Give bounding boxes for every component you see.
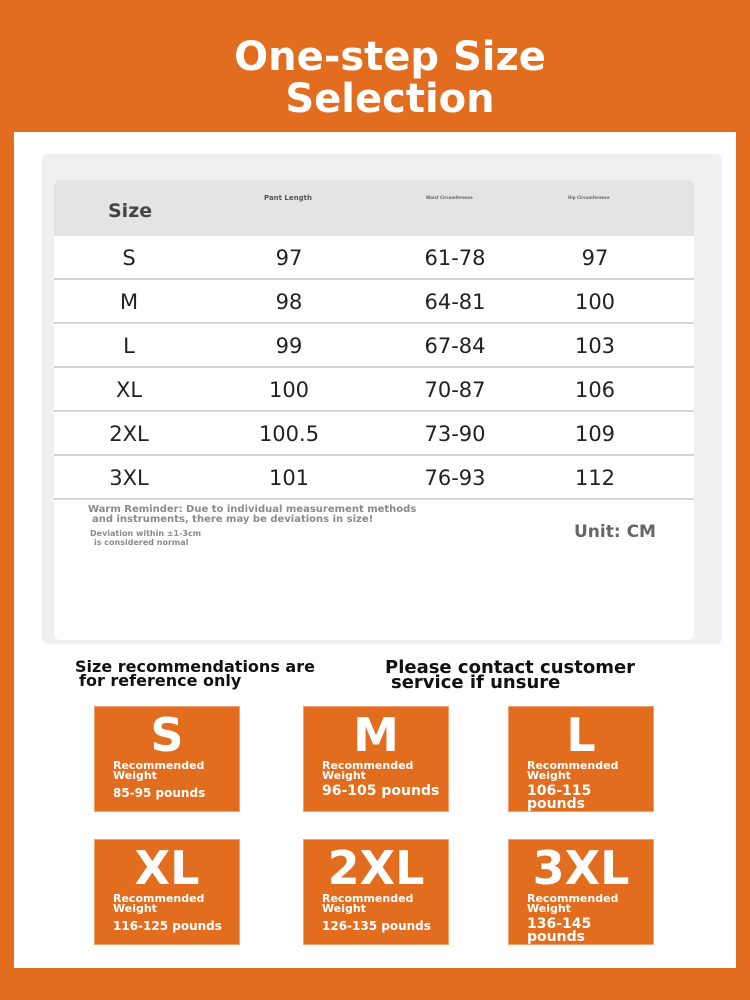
cell-waist: 64-81: [424, 290, 486, 314]
size-letter: S: [150, 708, 184, 762]
table-row: [54, 368, 694, 412]
table-row: [54, 412, 694, 456]
size-letter: 3XL: [532, 841, 630, 895]
recommended-label: Recommended Weight: [113, 759, 205, 782]
weight-range: 126-135 pounds: [322, 919, 431, 933]
cell-waist: 70-87: [424, 378, 486, 402]
size-card-2xl: [303, 839, 449, 945]
cell-size: 3XL: [109, 466, 149, 490]
header-banner: [0, 0, 750, 130]
weight-range: 106-115 pounds: [527, 783, 592, 812]
page-title: One-step Size Selection: [234, 34, 546, 122]
contact-note-line2: service if unsure: [391, 672, 561, 693]
table-row: [54, 324, 694, 368]
cell-size: 2XL: [109, 422, 149, 446]
reference-note-line2: for reference only: [79, 671, 242, 690]
cell-pant-length: 100: [268, 378, 310, 402]
recommended-label: Recommended Weight: [527, 759, 619, 782]
table-header: [54, 180, 694, 236]
weight-range: 85-95 pounds: [113, 786, 206, 800]
weight-range: 136-145 pounds: [527, 916, 592, 945]
column-header-waist: Waist Circumference: [426, 195, 473, 200]
size-letter: L: [566, 708, 596, 762]
cell-waist: 76-93: [424, 466, 486, 490]
column-header-size: Size: [108, 200, 153, 222]
cell-hip: 106: [574, 378, 616, 402]
cell-waist: 73-90: [424, 422, 486, 446]
content-panel: [14, 132, 736, 968]
cell-size: S: [122, 246, 136, 270]
recommended-label: Recommended Weight: [322, 759, 414, 782]
unit-label: Unit: CM: [574, 522, 656, 542]
column-header-pant-length: Pant Length: [264, 194, 312, 202]
cell-hip: 97: [581, 246, 609, 270]
recommended-label: Recommended Weight: [113, 892, 205, 915]
cell-pant-length: 101: [268, 466, 310, 490]
warm-reminder-line2: and instruments, there may be deviations in size!: [92, 514, 374, 525]
size-card-s: [94, 706, 240, 812]
deviation-note-line2: is considered normal: [94, 538, 189, 547]
column-header-hip: Hip Circumference: [568, 195, 610, 200]
size-card-xl: [94, 839, 240, 945]
cell-waist: 61-78: [424, 246, 486, 270]
cell-hip: 103: [574, 334, 616, 358]
size-letter: XL: [134, 841, 200, 895]
cell-hip: 112: [574, 466, 616, 490]
cell-size: M: [119, 290, 139, 314]
cell-size: L: [123, 334, 135, 358]
weight-range: 116-125 pounds: [113, 919, 222, 933]
size-card-m: [303, 706, 449, 812]
table-row: [54, 280, 694, 324]
size-letter: 2XL: [327, 841, 425, 895]
cell-pant-length: 100.5: [258, 422, 320, 446]
size-letter: M: [353, 708, 399, 762]
cell-size: XL: [115, 378, 143, 402]
table-row: [54, 456, 694, 500]
cell-hip: 109: [574, 422, 616, 446]
deviation-note-line1: Deviation within ±1-3cm: [90, 529, 202, 538]
table-row: [54, 236, 694, 280]
size-table-card: [42, 154, 722, 644]
size-card-3xl: [508, 839, 654, 945]
weight-range: 96-105 pounds: [322, 783, 440, 799]
recommended-label: Recommended Weight: [527, 892, 619, 915]
cell-waist: 67-84: [424, 334, 486, 358]
size-card-l: [508, 706, 654, 812]
cell-pant-length: 99: [275, 334, 303, 358]
warm-reminder-line1: Warm Reminder: Due to individual measurement methods: [88, 504, 417, 515]
reference-note-line1: Size recommendations are: [75, 657, 315, 676]
cell-hip: 100: [574, 290, 616, 314]
size-table: [54, 180, 694, 640]
cell-pant-length: 98: [275, 290, 303, 314]
recommended-label: Recommended Weight: [322, 892, 414, 915]
cell-pant-length: 97: [275, 246, 303, 270]
contact-note-line1: Please contact customer: [385, 657, 636, 678]
